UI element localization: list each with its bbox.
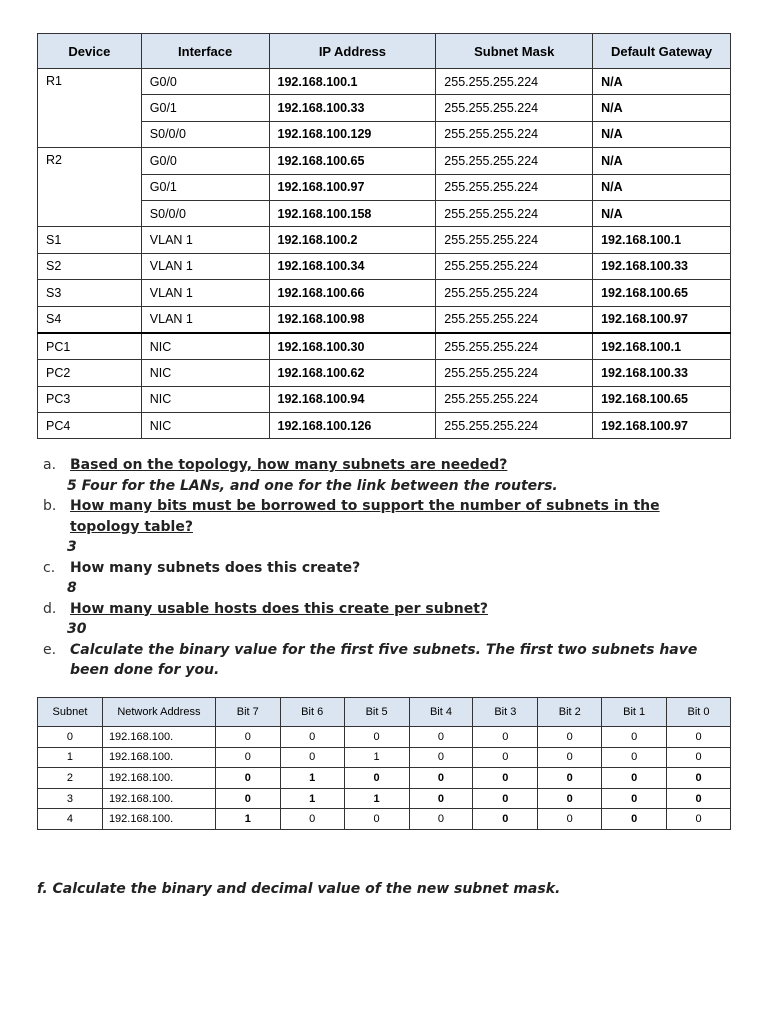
question-label: b. <box>43 498 57 514</box>
table-row <box>38 148 731 174</box>
bit-cell: 0 <box>344 809 409 830</box>
answer-a: 5 Four for the LANs, and one for the link between the routers. <box>67 477 558 494</box>
gateway-cell: 192.168.100.97 <box>593 413 731 439</box>
col-ip-address: IP Address <box>269 34 436 69</box>
ip-cell: 192.168.100.30 <box>269 333 436 360</box>
interface-cell: VLAN 1 <box>141 253 269 279</box>
ip-cell: 192.168.100.33 <box>269 95 436 121</box>
bit-cell: 0 <box>667 747 731 768</box>
bit-cell: 0 <box>602 747 667 768</box>
col-device: Device <box>38 34 142 69</box>
col-subnet-mask: Subnet Mask <box>436 34 593 69</box>
table-row <box>38 788 731 809</box>
ip-cell: 192.168.100.98 <box>269 306 436 333</box>
device-cell: S3 <box>38 280 142 306</box>
bit-cell: 0 <box>667 768 731 789</box>
interface-cell: NIC <box>141 360 269 386</box>
table-row <box>38 333 731 360</box>
bit-cell: 0 <box>473 768 538 789</box>
mask-cell: 255.255.255.224 <box>436 148 593 174</box>
answer-b: 3 <box>67 539 77 555</box>
gateway-cell: 192.168.100.65 <box>593 386 731 412</box>
network-address-cell: 192.168.100. <box>102 809 215 830</box>
mask-cell: 255.255.255.224 <box>436 200 593 226</box>
gateway-cell: 192.168.100.97 <box>593 306 731 333</box>
bit-cell: 0 <box>344 768 409 789</box>
interface-cell: VLAN 1 <box>141 306 269 333</box>
gateway-cell: 192.168.100.33 <box>593 360 731 386</box>
table-row <box>38 413 731 439</box>
gateway-cell: N/A <box>593 200 731 226</box>
table-row <box>38 227 731 253</box>
table-row <box>38 174 731 200</box>
device-cell: S2 <box>38 253 142 279</box>
subnet-cell: 1 <box>38 747 103 768</box>
bit-cell: 1 <box>215 809 280 830</box>
question-e <box>40 640 730 681</box>
gateway-cell: N/A <box>593 121 731 147</box>
network-address-cell: 192.168.100. <box>102 768 215 789</box>
question-a <box>40 455 730 476</box>
col-bit-7: Bit 7 <box>215 698 280 727</box>
bit-cell: 1 <box>344 788 409 809</box>
bit-cell: 0 <box>538 788 602 809</box>
bit-cell: 0 <box>473 727 538 748</box>
subnet-cell: 0 <box>38 727 103 748</box>
final-question: f. Calculate the binary and decimal value of the new subnet mask. <box>37 881 561 897</box>
bit-cell: 0 <box>215 747 280 768</box>
bit-cell: 1 <box>280 788 344 809</box>
question-label: d. <box>43 600 57 617</box>
answer-c: 8 <box>67 580 77 596</box>
bit-cell: 0 <box>409 788 473 809</box>
gateway-cell: 192.168.100.1 <box>593 227 731 253</box>
interface-cell: G0/0 <box>141 148 269 174</box>
device-cell: PC2 <box>38 360 142 386</box>
bit-cell: 0 <box>280 809 344 830</box>
mask-cell: 255.255.255.224 <box>436 253 593 279</box>
bit-cell: 0 <box>215 727 280 748</box>
col-default-gateway: Default Gateway <box>593 34 731 69</box>
interface-cell: NIC <box>141 386 269 412</box>
table-row <box>38 360 731 386</box>
question-c <box>40 558 730 579</box>
bit-cell: 0 <box>602 809 667 830</box>
gateway-cell: 192.168.100.65 <box>593 280 731 306</box>
gateway-cell: 192.168.100.33 <box>593 253 731 279</box>
col-bit-4: Bit 4 <box>409 698 473 727</box>
table-row <box>38 69 731 95</box>
question-label: a. <box>43 457 57 473</box>
bit-cell: 0 <box>538 809 602 830</box>
gateway-cell: N/A <box>593 69 731 95</box>
subnet-cell: 3 <box>38 788 103 809</box>
ip-cell: 192.168.100.2 <box>269 227 436 253</box>
bit-cell: 0 <box>215 768 280 789</box>
col-subnet: Subnet <box>38 698 103 727</box>
table-row <box>38 200 731 226</box>
interface-cell: G0/1 <box>141 95 269 121</box>
bit-cell: 1 <box>280 768 344 789</box>
question-text: How many bits must be borrowed to support the number of subnets in the topology table? <box>70 498 660 535</box>
interface-cell: NIC <box>141 413 269 439</box>
device-cell: R2 <box>38 148 142 227</box>
bit-cell: 0 <box>538 768 602 789</box>
question-d <box>40 599 730 620</box>
interface-cell: S0/0/0 <box>141 200 269 226</box>
bit-cell: 0 <box>280 727 344 748</box>
device-cell: PC4 <box>38 413 142 439</box>
answer-d: 30 <box>67 621 87 637</box>
bit-cell: 0 <box>344 727 409 748</box>
col-bit-6: Bit 6 <box>280 698 344 727</box>
interface-cell: G0/0 <box>141 69 269 95</box>
bit-cell: 0 <box>215 788 280 809</box>
device-cell: PC1 <box>38 333 142 360</box>
bit-cell: 0 <box>409 747 473 768</box>
interface-cell: S0/0/0 <box>141 121 269 147</box>
bit-cell: 0 <box>602 788 667 809</box>
ip-cell: 192.168.100.1 <box>269 69 436 95</box>
ip-cell: 192.168.100.129 <box>269 121 436 147</box>
interface-cell: VLAN 1 <box>141 227 269 253</box>
question-text: Calculate the binary value for the first five subnets. The first two subnets have been done for you. <box>70 641 698 678</box>
question-text: How many subnets does this create? <box>70 559 361 576</box>
col-bit-3: Bit 3 <box>473 698 538 727</box>
col-network-address: Network Address <box>102 698 215 727</box>
table-row <box>38 386 731 412</box>
bit-cell: 0 <box>473 809 538 830</box>
table-row <box>38 121 731 147</box>
ip-cell: 192.168.100.62 <box>269 360 436 386</box>
interface-cell: G0/1 <box>141 174 269 200</box>
question-label: e. <box>43 641 57 658</box>
mask-cell: 255.255.255.224 <box>436 174 593 200</box>
mask-cell: 255.255.255.224 <box>436 360 593 386</box>
table-row <box>38 768 731 789</box>
table-row <box>38 727 731 748</box>
bit-cell: 1 <box>344 747 409 768</box>
subnet-cell: 2 <box>38 768 103 789</box>
mask-cell: 255.255.255.224 <box>436 121 593 147</box>
gateway-cell: N/A <box>593 148 731 174</box>
bit-cell: 0 <box>538 727 602 748</box>
question-b <box>40 496 730 537</box>
network-address-cell: 192.168.100. <box>102 788 215 809</box>
addressing-table <box>37 33 731 439</box>
mask-cell: 255.255.255.224 <box>436 95 593 121</box>
col-bit-1: Bit 1 <box>602 698 667 727</box>
table-row <box>38 253 731 279</box>
gateway-cell: N/A <box>593 95 731 121</box>
addressing-table-header <box>38 34 731 69</box>
mask-cell: 255.255.255.224 <box>436 227 593 253</box>
mask-cell: 255.255.255.224 <box>436 280 593 306</box>
network-address-cell: 192.168.100. <box>102 747 215 768</box>
table-row <box>38 809 731 830</box>
question-text: How many usable hosts does this create per subnet? <box>70 600 489 617</box>
subnet-cell: 4 <box>38 809 103 830</box>
table-row <box>38 95 731 121</box>
col-interface: Interface <box>141 34 269 69</box>
mask-cell: 255.255.255.224 <box>436 386 593 412</box>
bit-cell: 0 <box>602 727 667 748</box>
bit-cell: 0 <box>473 788 538 809</box>
gateway-cell: N/A <box>593 174 731 200</box>
question-list <box>40 455 730 681</box>
ip-cell: 192.168.100.66 <box>269 280 436 306</box>
bit-cell: 0 <box>280 747 344 768</box>
bit-cell: 0 <box>538 747 602 768</box>
ip-cell: 192.168.100.97 <box>269 174 436 200</box>
table-row <box>38 747 731 768</box>
bit-cell: 0 <box>473 747 538 768</box>
col-bit-2: Bit 2 <box>538 698 602 727</box>
bit-cell: 0 <box>409 727 473 748</box>
bit-cell: 0 <box>409 768 473 789</box>
mask-cell: 255.255.255.224 <box>436 333 593 360</box>
mask-cell: 255.255.255.224 <box>436 413 593 439</box>
subnet-binary-table <box>37 697 731 830</box>
device-cell: PC3 <box>38 386 142 412</box>
table-row <box>38 306 731 333</box>
bit-cell: 0 <box>409 809 473 830</box>
table-row <box>38 280 731 306</box>
col-bit-0: Bit 0 <box>667 698 731 727</box>
ip-cell: 192.168.100.34 <box>269 253 436 279</box>
device-cell: R1 <box>38 69 142 148</box>
ip-cell: 192.168.100.65 <box>269 148 436 174</box>
bit-cell: 0 <box>667 727 731 748</box>
gateway-cell: 192.168.100.1 <box>593 333 731 360</box>
col-bit-5: Bit 5 <box>344 698 409 727</box>
ip-cell: 192.168.100.158 <box>269 200 436 226</box>
question-text: Based on the topology, how many subnets are needed? <box>70 457 508 473</box>
ip-cell: 192.168.100.126 <box>269 413 436 439</box>
question-label: c. <box>43 559 56 576</box>
ip-cell: 192.168.100.94 <box>269 386 436 412</box>
subnet-table-header <box>38 698 731 727</box>
bit-cell: 0 <box>667 788 731 809</box>
network-address-cell: 192.168.100. <box>102 727 215 748</box>
mask-cell: 255.255.255.224 <box>436 306 593 333</box>
bit-cell: 0 <box>667 809 731 830</box>
interface-cell: VLAN 1 <box>141 280 269 306</box>
bit-cell: 0 <box>602 768 667 789</box>
device-cell: S4 <box>38 306 142 333</box>
device-cell: S1 <box>38 227 142 253</box>
mask-cell: 255.255.255.224 <box>436 69 593 95</box>
interface-cell: NIC <box>141 333 269 360</box>
